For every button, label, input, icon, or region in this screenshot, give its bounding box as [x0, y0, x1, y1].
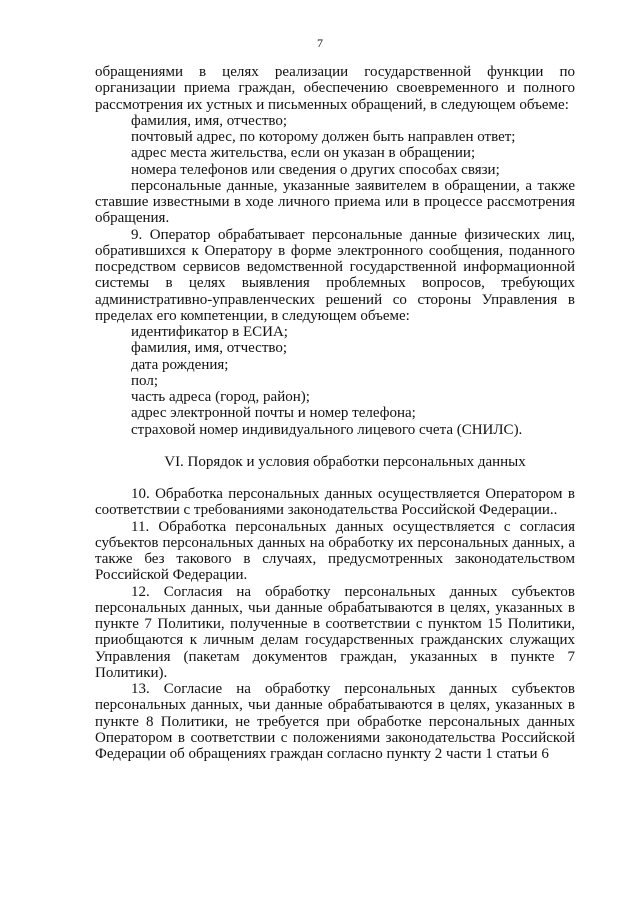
section-heading: VI. Порядок и условия обработки персональных данных [164, 453, 526, 470]
paragraph-clause-12: 12. Согласия на обработку персональных данных субъектов персональных данных, чьи данные обрабатываются в целях, указанных в пункте 7 Политики, полученные в соответствии с пунктом 15 Политики, приобщаются к личным делам государственных гражданских служащих Управления (пакетам документов граждан, указанных в пункте 7 Политики). [95, 583, 575, 681]
list-item: номера телефонов или сведения о других способах связи; [131, 161, 500, 178]
list-item: адрес электронной почты и номер телефона; [131, 405, 416, 422]
paragraph-continuation: обращениями в целях реализации государственной функции по организации приема граждан, обеспечению своевременного и полного рассмотрения их устных и письменных обращений, в следующем объеме: [95, 64, 575, 113]
list-item: фамилия, имя, отчество; [131, 112, 288, 129]
list-item: страховой номер индивидуального лицевого счета (СНИЛС). [131, 421, 523, 438]
list-item: часть адреса (город, район); [131, 389, 310, 405]
list-item: пол; [131, 372, 158, 389]
paragraph-clause-11: 11. Обработка персональных данных осуществляется с согласия субъектов персональных данных на обработку их персональных данных, а также без такового в случаях, предусмотренных законодательством Российской Федерации. [95, 518, 575, 584]
paragraph: персональные данные, указанные заявителем в обращении, а также ставшие известными в ходе личного приема или в процессе рассмотрения обращения. [95, 177, 575, 227]
paragraph-clause-13: 13. Согласие на обработку персональных данных субъектов персональных данных, чьи данные обрабатываются в целях, указанных в пункте 8 Политики, не требуется при обработке персональных данных Оператором в соответствии с положениями законодательства Российской Федерации об обращениях граждан согласно пункту 2 части 1 статьи 6 [95, 681, 575, 762]
list-item: фамилия, имя, отчество; [131, 340, 288, 357]
document-body [95, 64, 575, 762]
paragraph-clause-9: 9. Оператор обрабатывает персональные данные физических лиц, обратившихся к Оператору в форме электронного сообщения, поданного посредством сервисов ведомственной государственной информационной системы в целях выявления проблемных вопросов, требующих административно-управленческих решений со стороны Управления в пределах его компетенции, в следующем объеме: [95, 226, 575, 324]
list-item: адрес места жительства, если он указан в обращении; [131, 145, 476, 162]
list-item: почтовый адрес, по которому должен быть направлен ответ; [131, 129, 516, 145]
page-number: 7 [317, 36, 323, 50]
list-item: идентификатор в ЕСИА; [131, 324, 288, 340]
list-item: дата рождения; [131, 356, 229, 373]
paragraph-clause-10: 10. Обработка персональных данных осуществляется Оператором в соответствии с требованиями законодательства Российской Федерации.. [95, 486, 575, 519]
